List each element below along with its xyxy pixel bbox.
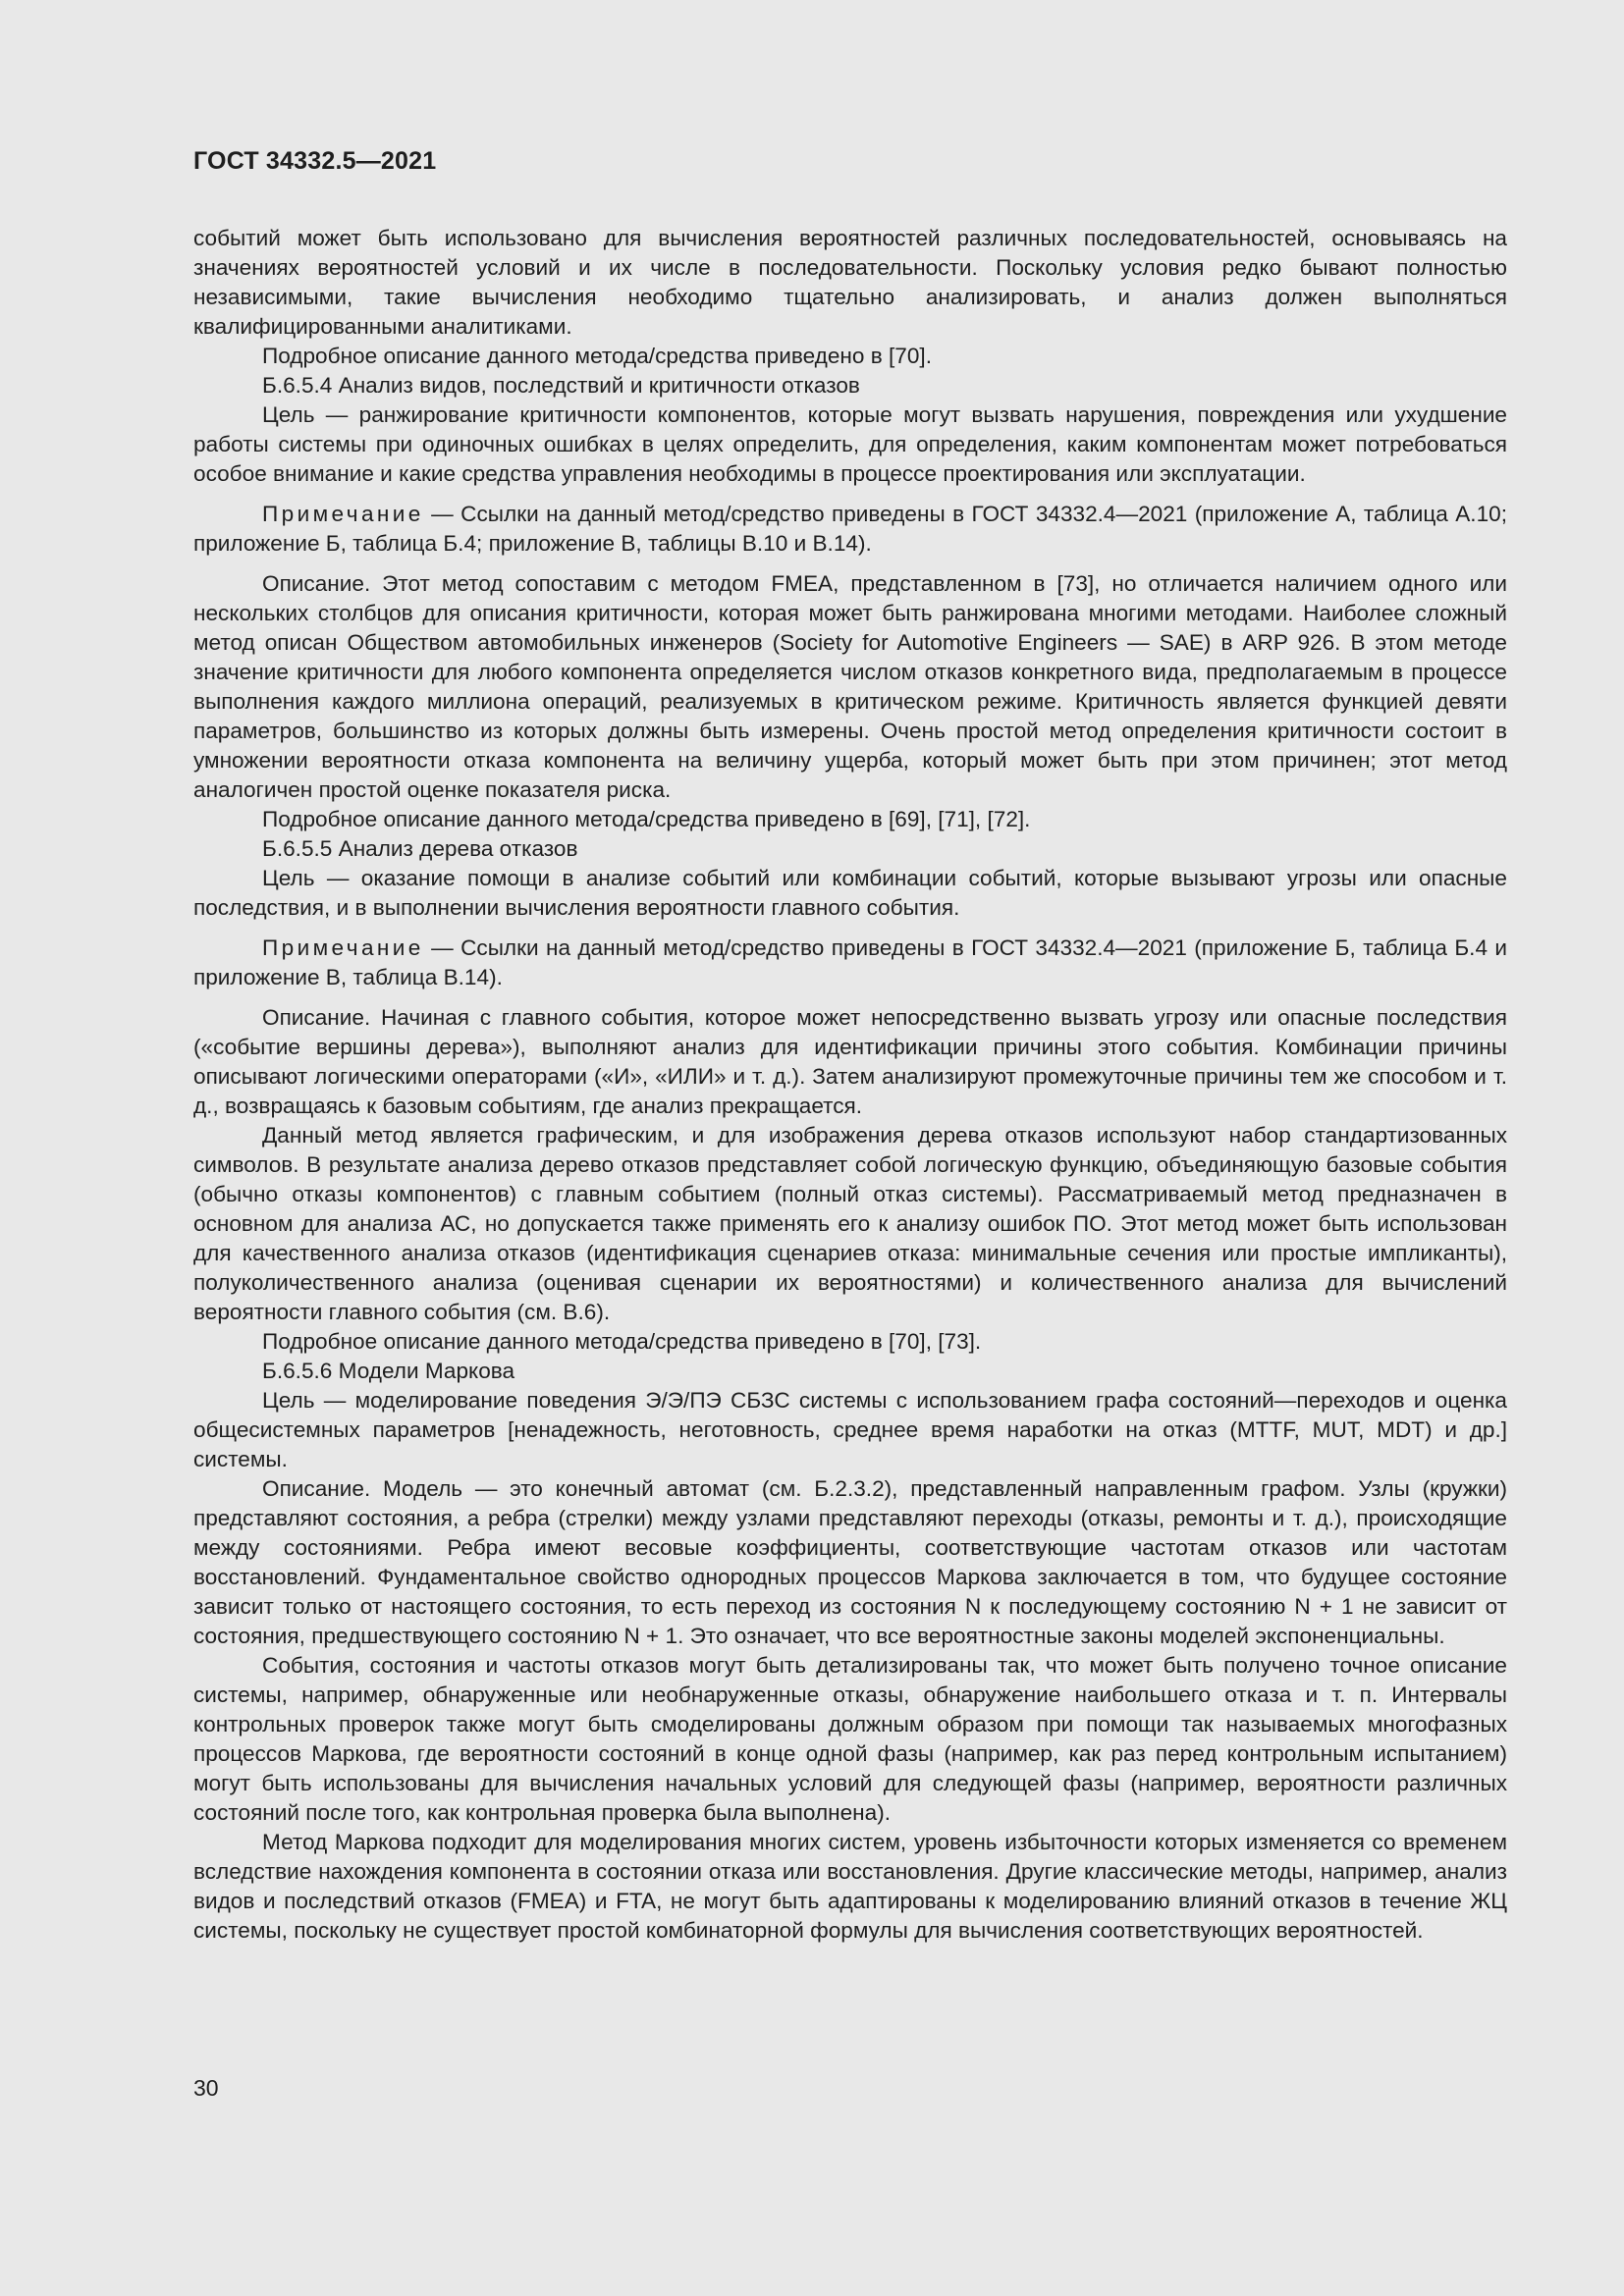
- section-heading-b656: Б.6.5.6 Модели Маркова: [262, 1359, 515, 1383]
- paragraph-goal: Цель — ранжирование критичности компонентов, которые могут вызвать нарушения, повреждения или ухудшение работы системы при одиночных ошибках в целях определить, для определения, каким компонентам может потребоваться особое внимание и какие средства управления необходимы в процессе проектирования или эксплуатации.: [193, 402, 1507, 486]
- paragraph-continuation: событий может быть использовано для вычисления вероятностей различных последовательностей, основываясь на значениях вероятностей условий и их числе в последовательности. Поскольку условия редко бывают полностью независимыми, такие вычисления необходимо тщательно анализировать, и анализ должен выполняться квалифицированными аналитиками.: [193, 226, 1507, 339]
- section-heading-b654: Б.6.5.4 Анализ видов, последствий и критичности отказов: [262, 373, 860, 398]
- paragraph-reference: Подробное описание данного метода/средства приведено в [70].: [262, 344, 932, 368]
- note-label: Примечание: [262, 935, 424, 960]
- paragraph-goal: Цель — оказание помощи в анализе событий или комбинации событий, которые вызывают угрозы или опасные последствия, и в выполнении вычисления вероятности главного события.: [193, 866, 1507, 920]
- paragraph-reference: Подробное описание данного метода/средства приведено в [69], [71], [72].: [262, 807, 1031, 831]
- paragraph-markov-method: Метод Маркова подходит для моделирования многих систем, уровень избыточности которых изменяется со временем вследствие нахождения компонента в состоянии отказа или восстановления. Другие классические методы, например, анализ видов и последствий отказов (FMEA) и FTA, не могут быть адаптированы к моделированию влияний отказов в течение ЖЦ системы, поскольку не существует простой комбинаторной формулы для вычисления соответствующих вероятностей.: [193, 1830, 1507, 1943]
- paragraph-method: Данный метод является графическим, и для изображения дерева отказов используют набор стандартизованных символов. В результате анализа дерево отказов представляет собой логическую функцию, объединяющую базовые события (обычно отказы компонентов) с главным событием (полный отказ системы). Рассматриваемый метод предназначен в основном для анализа АС, но допускается также применять его к анализу ошибок ПО. Этот метод может быть использован для качественного анализа отказов (идентификация сценариев отказа: минимальные сечения или простые импликанты), полуколичественного анализа (оценивая сценарии их вероятностями) и количественного анализа для вычислений вероятности главного события (см. В.6).: [193, 1123, 1507, 1324]
- paragraph-goal: Цель — моделирование поведения Э/Э/ПЭ СБЗС системы с использованием графа состояний—переходов и оценка общесистемных параметров [ненадежность, неготовность, среднее время наработки на отказ (MTTF, MUT, MDT) и др.] системы.: [193, 1388, 1507, 1471]
- paragraph-reference: Подробное описание данного метода/средства приведено в [70], [73].: [262, 1329, 982, 1354]
- note-label: Примечание: [262, 502, 424, 526]
- note-paragraph: [193, 934, 1507, 992]
- paragraph-description: Описание. Этот метод сопоставим с методом FMEA, представленном в [73], но отличается наличием одного или нескольких столбцов для описания критичности, которая может быть ранжирована многими методами. Наиболее сложный метод описан Обществом автомобильных инженеров (Society for Automotive Engineers — SAE) в ARP 926. В этом методе значение критичности для любого компонента определяется числом отказов конкретного вида, предполагаемым в процессе выполнения каждого миллиона операций, реализуемых в критическом режиме. Критичность является функцией девяти параметров, большинство из которых должны быть измерены. Очень простой метод определения критичности состоит в умножении вероятности отказа компонента на величину ущерба, который может быть при этом причинен; этот метод аналогичен простой оценке показателя риска.: [193, 571, 1507, 802]
- section-heading-b655: Б.6.5.5 Анализ дерева отказов: [262, 836, 578, 861]
- note-text: — Ссылки на данный метод/средство приведены в ГОСТ 34332.4—2021 (приложение А, таблица А.10; приложение Б, таблица Б.4; приложение В, таблицы В.10 и В.14).: [193, 502, 1507, 556]
- document-code-header: ГОСТ 34332.5—2021: [193, 147, 437, 175]
- paragraph-events: События, состояния и частоты отказов могут быть детализированы так, что может быть получено точное описание системы, например, обнаруженные или необнаруженные отказы, обнаружение наибольшего отказа и т. п. Интервалы контрольных проверок также могут быть смоделированы должным образом при помощи так называемых многофазных процессов Маркова, где вероятности состояний в конце одной фазы (например, как раз перед контрольным испытанием) могут быть использованы для вычисления начальных условий для следующей фазы (например, вероятности различных состояний после того, как контрольная проверка была выполнена).: [193, 1653, 1507, 1825]
- paragraph-description: Описание. Модель — это конечный автомат (см. Б.2.3.2), представленный направленным графом. Узлы (кружки) представляют состояния, а ребра (стрелки) между узлами представляют переходы (отказы, ремонты и т. д.), происходящие между состояниями. Ребра имеют весовые коэффициенты, соответствующие частотам отказов или частотам восстановлений. Фундаментальное свойство однородных процессов Маркова заключается в том, что будущее состояние зависит только от настоящего состояния, то есть переход из состояния N к последующему состоянию N + 1 не зависит от состояния, предшествующего состоянию N + 1. Это означает, что все вероятностные законы моделей экспоненциальны.: [193, 1476, 1507, 1648]
- note-paragraph: [193, 500, 1507, 559]
- body-text: [193, 224, 1507, 1946]
- page-number: 30: [193, 2075, 219, 2101]
- note-text: — Ссылки на данный метод/средство приведены в ГОСТ 34332.4—2021 (приложение Б, таблица Б.4 и приложение В, таблица В.14).: [193, 935, 1507, 989]
- paragraph-description: Описание. Начиная с главного события, которое может непосредственно вызвать угрозу или опасные последствия («событие вершины дерева»), выполняют анализ для идентификации причины этого события. Комбинации причины описывают логическими операторами («И», «ИЛИ» и т. д.). Затем анализируют промежуточные причины тем же способом и т. д., возвращаясь к базовым событиям, где анализ прекращается.: [193, 1005, 1507, 1118]
